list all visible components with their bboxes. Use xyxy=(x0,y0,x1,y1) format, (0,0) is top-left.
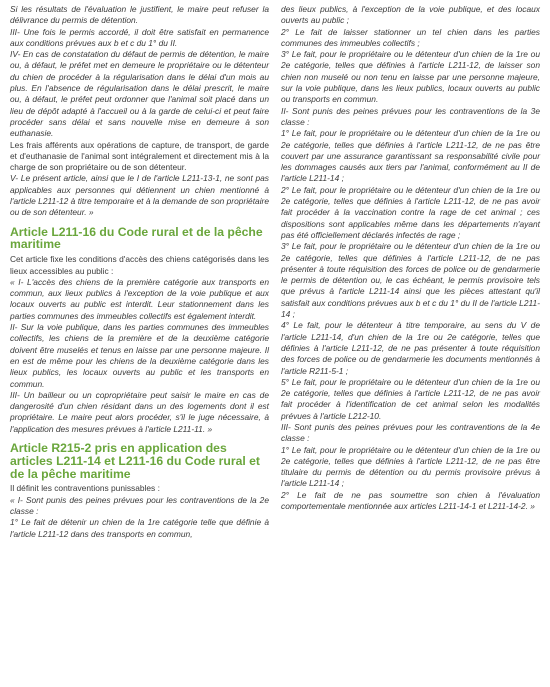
quote-paragraph: III- Un bailleur ou un copropriétaire peut saisir le maire en cas de dangerosité d'un chien résidant dans un des logements dont il est propriétaire. Le maire peut alors procéder, s'il le juge nécessaire, à l'application des mesures prévues à l'article L211-11. » xyxy=(10,389,269,434)
paragraph: 2° Le fait de laisser stationner un tel chien dans les parties communes des immeubles collectifs ; xyxy=(281,26,540,48)
right-column xyxy=(281,4,540,687)
paragraph: V- Le présent article, ainsi que le I de l'article L211-13-1, ne sont pas applicables aux personnes qui détiennent un chien mentionné à l'article L211-12 à titre temporaire et à la demande de son propriétaire ou de son détenteur. » xyxy=(10,173,269,218)
paragraph: 2° Le fait de ne pas soumettre son chien à l'évaluation comportementale mentionnée aux articles L211-14-1 et L211-14-2. » xyxy=(281,489,540,512)
intro-paragraph: Cet article fixe les conditions d'accès des chiens catégorisés dans les lieux accessibles au public : xyxy=(10,254,269,276)
article-heading-l211-16: Article L211-16 du Code rural et de la pêche maritime xyxy=(10,224,263,252)
left-column xyxy=(10,4,269,687)
quote-paragraph: « I- Sont punis des peines prévues pour les contraventions de la 2e classe : xyxy=(10,494,269,516)
paragraph: 1° Le fait, pour le propriétaire ou le détenteur d'un chien de la 1re ou 2e catégorie, telles que définies à l'article L211-12, de ne pas être titulaire du permis de détention ou du permis provisoire prévus à l'article L211-14 ; xyxy=(281,444,540,489)
paragraph: 2° Le fait, pour le propriétaire ou le détenteur d'un chien de la 1re ou 2e catégorie, telles que définies à l'article L211-12, de ne pas avoir fait procéder à la vaccination contre la rage de cet animal ; ces dispositions sont applicables même dans les départements n'ayant pas été officiellement déclarés infectés de rage ; xyxy=(281,184,540,240)
paragraph: Si les résultats de l'évaluation le justifient, le maire peut refuser la délivrance du permis de détention. xyxy=(10,4,269,26)
paragraph: IV- En cas de constatation du défaut de permis de détention, le maire ou, à défaut, le préfet met en demeure le propriétaire ou le détenteur du chien de procéder à la régularisation dans le délai d'un mois au plus. En l'absence de régularisation dans le délai prescrit, le maire ou, à défaut, le préfet peut ordonner que l'animal soit placé dans un lieu de dépôt adapté à l'accueil ou à la garde de celui-ci et peut faire procéder sans délai et sans nouvelle mise en demeure à son euthanasie. xyxy=(10,49,269,139)
intro-paragraph: Il définit les contraventions punissables : xyxy=(10,483,160,494)
paragraph: 3° Le fait, pour le propriétaire ou le détenteur d'un chien de la 1re ou 2e catégorie, telles que définies à l'article L211-12, de laisser son chien non muselé ou non tenu en laisse par une personne majeure, sur la voie publique, dans les lieux publics, locaux ouverts au public ou transports en commun. xyxy=(281,49,540,105)
paragraph: 5° Le fait, pour le propriétaire ou le détenteur d'un chien de la 1re ou 2e catégorie, telles que définies à l'article L211-12, de ne pas avoir fait procéder à l'identification de cet animal selon les modalités prévues à l'article L212-10. xyxy=(281,376,540,421)
paragraph: III- Sont punis des peines prévues pour les contraventions de la 4e classe : xyxy=(281,421,540,444)
paragraph: Les frais afférents aux opérations de capture, de transport, de garde et d'euthanasie de l'animal sont intégralement et directement mis à la charge de son propriétaire ou de son détenteur. xyxy=(10,139,269,173)
quote-paragraph: « I- L'accès des chiens de la première catégorie aux transports en commun, aux lieux publics à l'exception de la voie publique et aux locaux ouverts au public est interdit. Leur stationnement dans les parties communes des immeubles collectifs est également interdit. xyxy=(10,276,269,321)
paragraph: II- Sont punis des peines prévues pour les contraventions de la 3e classe : xyxy=(281,105,540,127)
quote-paragraph: 1° Le fait de détenir un chien de la 1re catégorie telle que définie à l'article L211-12 dans des transports en commun, xyxy=(10,517,269,539)
paragraph: 3° Le fait, pour le propriétaire ou le détenteur d'un chien de la 1re ou 2e catégorie, telles que définies à l'article L211-12, de ne pas présenter à toute réquisition des forces de police ou de gendarmerie le permis de détention ou, le cas échéant, le permis provisoire tels que prévus à l'article L211-14 ainsi que les pièces attestant qu'il satisfait aux conditions prévues aux b et c du 1° du II de l'article L211-14 ; xyxy=(281,241,540,320)
article-heading-r215-2: Article R215-2 pris en application des articles L211-14 et L211-16 du Code rural et de la pêche maritime xyxy=(10,440,260,481)
quote-paragraph: II- Sur la voie publique, dans les parties communes des immeubles collectifs, les chiens de la première et de la deuxième catégorie doivent être muselés et tenus en laisse par une personne majeure. Il en est de même pour les chiens de la deuxième catégorie dans les lieux publics, les locaux ouverts au public et les transports en commun. xyxy=(10,322,269,389)
paragraph: 1° Le fait, pour le propriétaire ou le détenteur d'un chien de la 1re ou 2e catégorie, telles que définies à l'article L211-12, de ne pas être couvert par une assurance garantissant sa responsabilité civile pour les dommages causés aux tiers par l'animal, conformément au II de l'article L211-14 ; xyxy=(281,128,540,184)
paragraph: III- Une fois le permis accordé, il doit être satisfait en permanence aux conditions prévues aux b et c du 1° du II. xyxy=(10,26,269,48)
paragraph: 4° Le fait, pour le détenteur à titre temporaire, au sens du V de l'article L211-14, d'un chien de la 1re ou 2e catégorie, telles que définies à l'article L211-12, de ne pas présenter à toute réquisition des forces de police ou de gendarmerie les documents mentionnés à l'article R211-5-1 ; xyxy=(281,320,540,376)
paragraph: des lieux publics, à l'exception de la voie publique, et des locaux ouverts au public ; xyxy=(281,4,540,26)
